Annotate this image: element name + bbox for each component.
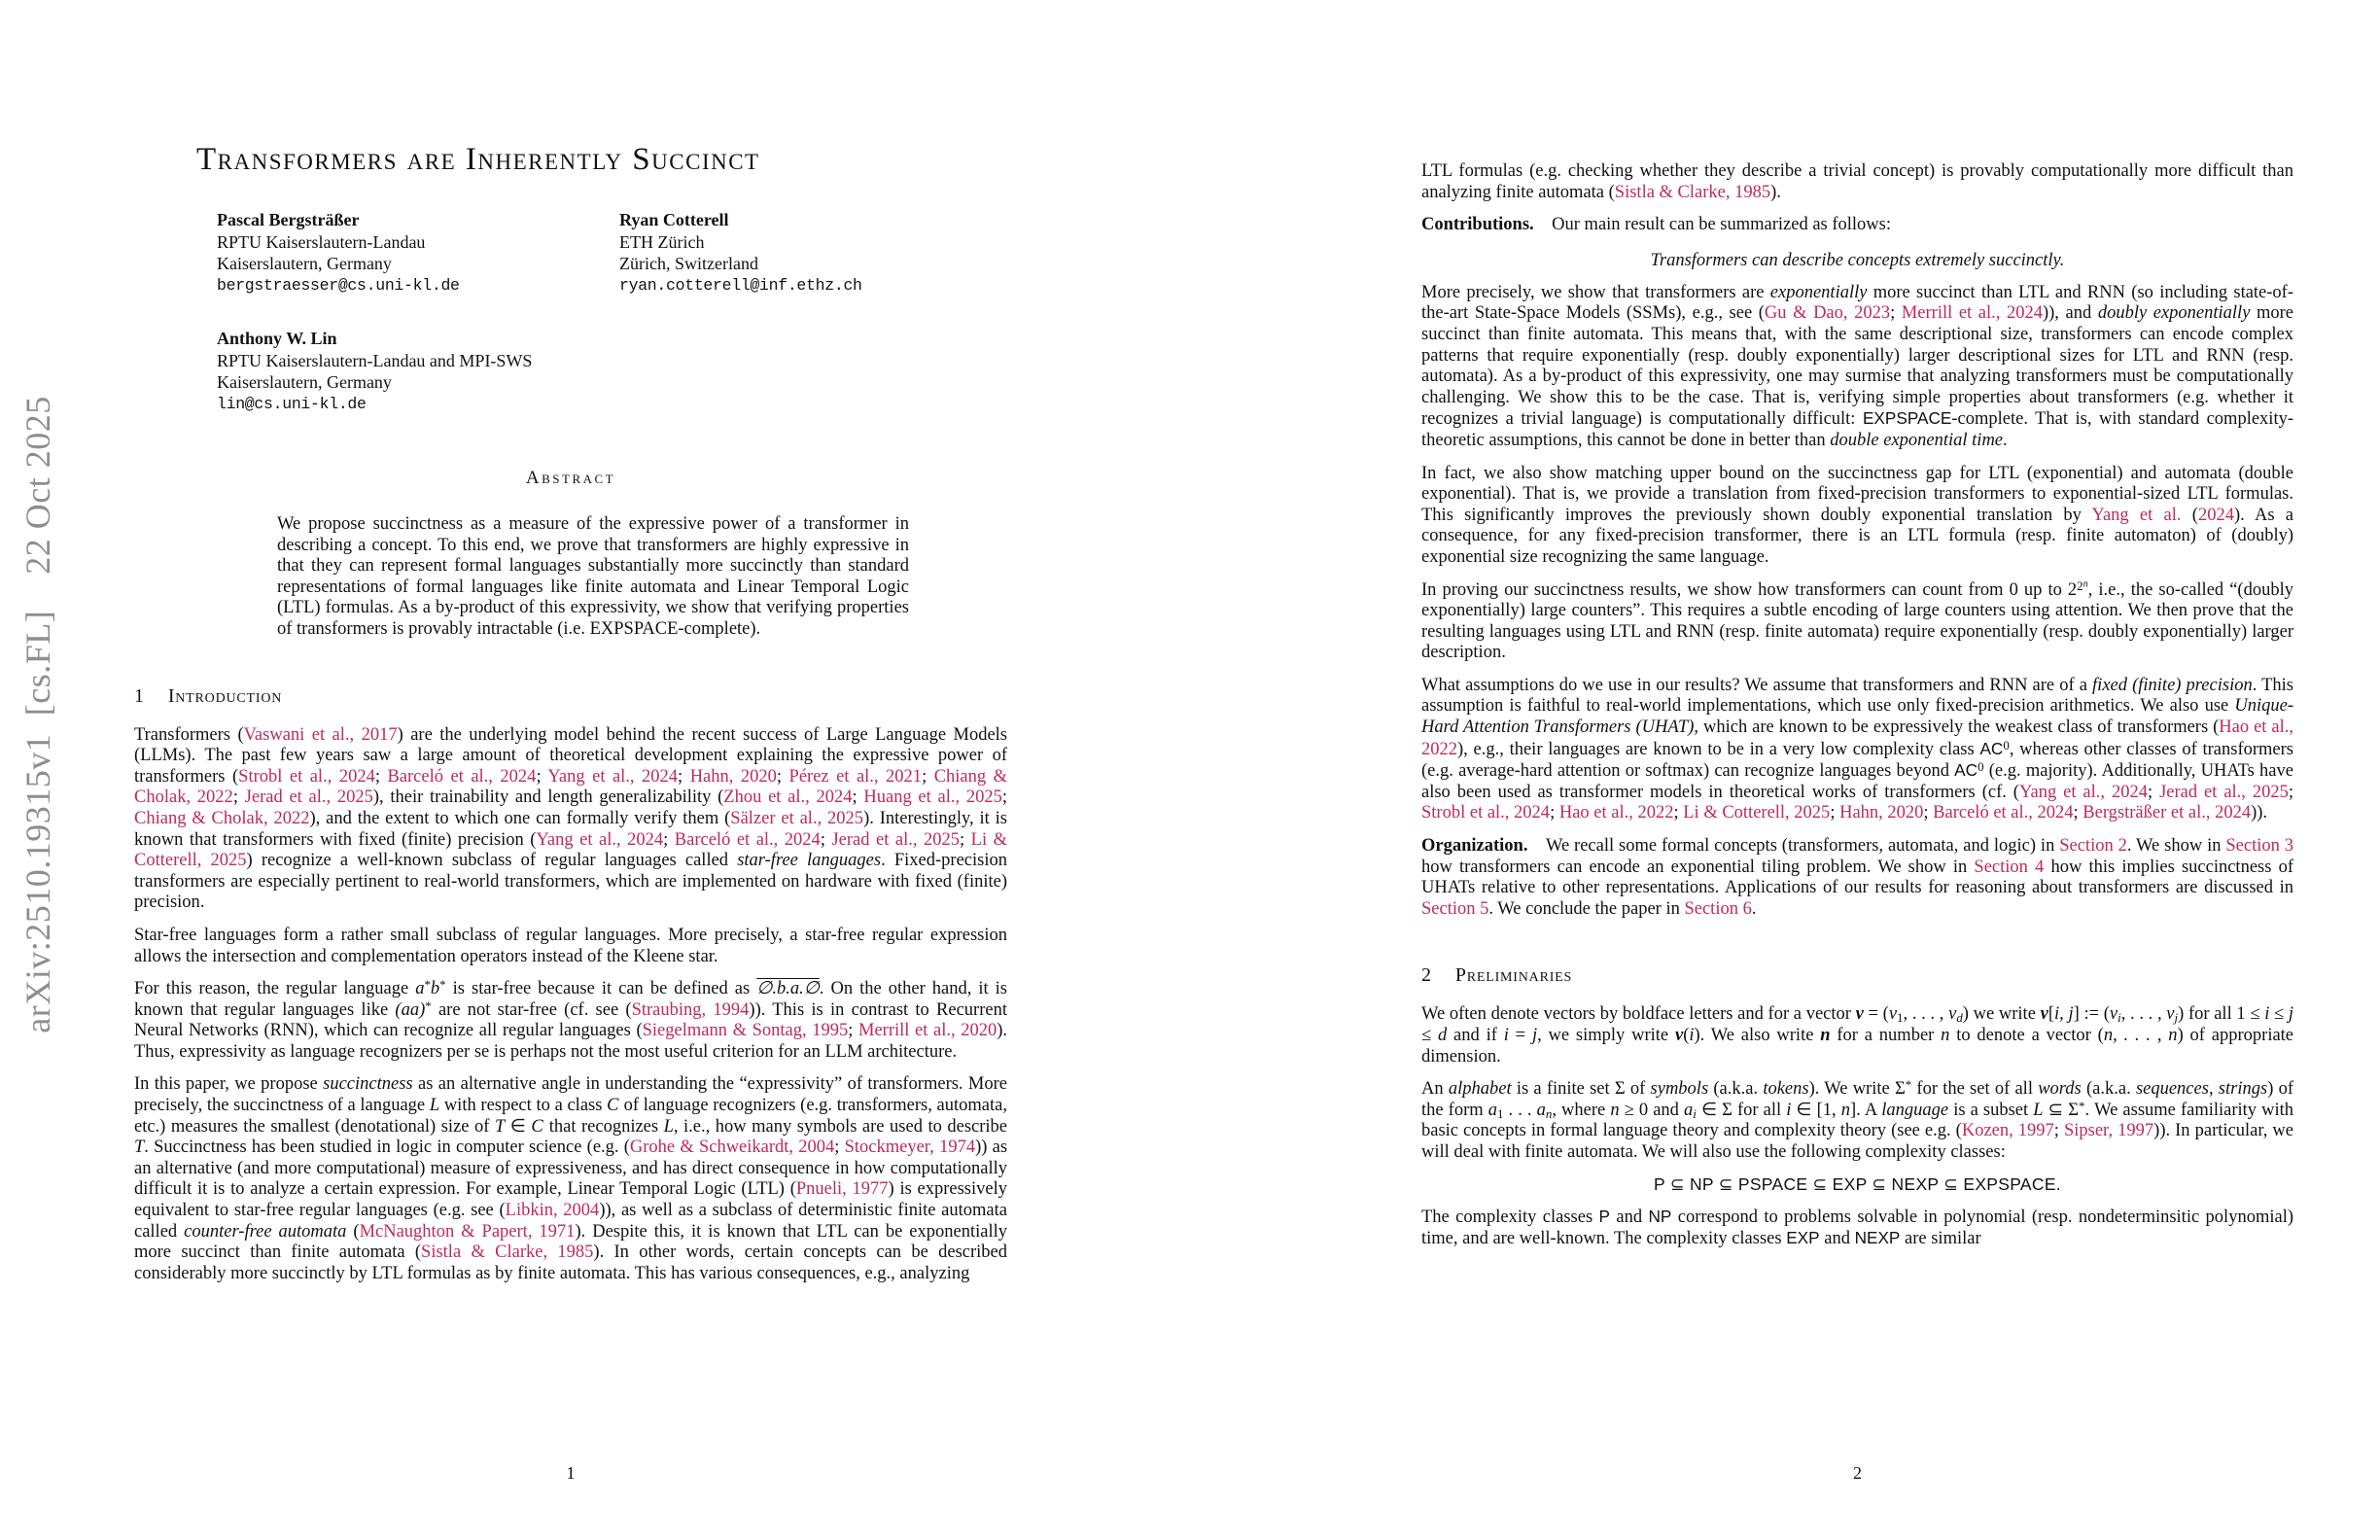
text-run: i <box>1689 1026 1695 1045</box>
text-run: ). In other words, certain concepts can be described considerably more succinctly by LTL formulas as by finite automata. This has various consequences, e.g., analyzing <box>134 1242 1007 1283</box>
text-run: ; <box>922 766 934 787</box>
complexity-classes-formula: P ⊆ NP ⊆ PSPACE ⊆ EXP ⊆ NEXP ⊆ EXPSPACE. <box>1654 1173 2061 1194</box>
text-run: C <box>607 1096 619 1116</box>
text-run: ) recognize a well-known subclass of regular languages called <box>246 851 738 871</box>
citation-link[interactable]: Yang et al., 2024 <box>2018 782 2148 802</box>
text-run: , i.e., the so-called “(doubly exponentially) large counters”. This requires a subtle encoding of large counters using attention. We then prove that the resulting languages using LTL and RNN (resp. finite automata) require exponentially (resp. doubly exponentially) larger description. <box>1421 579 2293 663</box>
text-run: )), as well as a subclass of deterministic finite automata called <box>134 1201 1007 1242</box>
text-run: tokens <box>1763 1079 1809 1100</box>
text-run: ). As a consequence, for any fixed-precision transformer, there is an LTL formula (resp. finite automaton) of (doubly) exponential size recognizing the same language. <box>1421 505 2293 567</box>
text-run: 0 <box>2003 737 2010 752</box>
text-run: . <box>1751 898 1757 919</box>
text-run: LTL formulas (e.g. checking whether they describe a trivial concept) is provably computationally more difficult than analyzing finite automata ( <box>1421 161 2293 202</box>
paragraph <box>134 1074 1007 1284</box>
text-run: ). Interestingly, it is known that transformers with fixed (finite) precision ( <box>134 808 1007 850</box>
text-run: (aa) <box>395 999 426 1020</box>
text-run: , whereas other classes of transformers (e.g. average-hard attention or softmax) can recognize languages beyond <box>1421 739 2293 782</box>
text-run: as an alternative angle in understanding the “expressivity” of transformers. More precisely, the succinctness of a language <box>134 1074 1007 1116</box>
section-link[interactable]: Section 5 <box>1421 898 1489 919</box>
text-run: v <box>1855 1004 1864 1025</box>
text-run: Organization. <box>1421 836 1528 857</box>
text-run: and <box>1819 1229 1855 1249</box>
text-run: i <box>2118 1010 2121 1026</box>
text-run: is a subset <box>1948 1100 2034 1120</box>
text-run: )). <box>2251 803 2268 823</box>
author-email: ryan.cotterell@inf.ethz.ch <box>619 275 862 295</box>
text-run: a <box>1684 1100 1694 1120</box>
author-card <box>619 209 1007 297</box>
text-run: ≤ <box>1421 1026 1438 1045</box>
text-run: L <box>429 1096 440 1116</box>
text-run: C <box>531 1116 544 1137</box>
text-run: EXPSPACE <box>1862 408 1952 429</box>
text-run: n, . . . , n <box>2103 1026 2178 1045</box>
text-run: , i.e., how many symbols are used to describe <box>673 1116 1007 1137</box>
text-run: T <box>494 1116 506 1137</box>
text-run: ∈ [1, <box>1791 1100 1841 1120</box>
author-card <box>217 209 619 297</box>
citation-link[interactable]: Chiang & Cholak, 2022 <box>134 766 1008 808</box>
paragraph <box>134 725 1007 914</box>
citation-link[interactable]: Jerad et al., 2025 <box>2159 782 2289 802</box>
paragraph <box>1421 580 2293 664</box>
text-run: ) of appropriate dimension. <box>1421 1026 2294 1067</box>
paragraph <box>1421 1207 2293 1250</box>
text-run: succinctness <box>323 1074 413 1095</box>
citation-link[interactable]: Barceló et al., 2024 <box>674 829 821 850</box>
text-run: The complexity classes <box>1421 1207 1599 1227</box>
text-run: ; <box>1890 303 1902 324</box>
text-run: more succinct than finite automata. This means that, with the same descriptional size, transformers can encode complex patterns that require exponentially (resp. doubly exponentially) larger descriptional sizes for LTL and RNN (resp. automata). As a by-product of this expressivity, one may surmise that analyzing transformers must be computationally challenging. We show this to be the case. That is, verifying simple properties about transformers (e.g. whether it recognizes a trivial language) is computationally difficult: <box>1421 303 2294 430</box>
text-run: Star-free languages form a rather small subclass of regular languages. More precisely, a star-free regular expression allows the intersection and complementation operators instead of the Kleene star. <box>134 925 1007 966</box>
text-run: AC <box>1954 760 1978 781</box>
text-run: i <box>1503 1026 1509 1045</box>
text-run: b <box>430 979 440 999</box>
text-run: )). This is in contrast to Recurrent Neural Networks (RNN), which can recognize all regular languages ( <box>134 999 1007 1041</box>
text-run: )). In particular, we will deal with finite automata. We will also use the following complexity classes: <box>1421 1121 2293 1162</box>
text-run: d <box>1956 1010 1963 1026</box>
citation-link[interactable]: 2024 <box>2197 505 2234 525</box>
section-link[interactable]: Section 6 <box>1684 898 1752 919</box>
text-run: j <box>1531 1026 1538 1045</box>
author-affiliation: RPTU Kaiserslautern-Landau <box>217 231 426 252</box>
section-heading-preliminaries <box>1421 964 2293 987</box>
text-run: v <box>2166 1004 2175 1025</box>
text-run: are similar <box>1900 1229 1981 1249</box>
text-run: i <box>1693 1106 1697 1122</box>
text-run: for a number <box>1830 1026 1942 1045</box>
abstract-heading: Abstract <box>525 468 616 488</box>
text-run: ]. A <box>1850 1100 1882 1120</box>
text-run: n <box>2082 578 2088 589</box>
text-run: Contributions. <box>1421 215 1534 235</box>
text-run: . Fixed-precision transformers are especially pertinent to real-world transformers, which are implemented on hardware with fixed (finite) precision. <box>134 851 1007 913</box>
text-run: Our main result can be summarized as follows: <box>1533 215 1891 235</box>
text-run: ; <box>1923 803 1934 823</box>
text-run: ( <box>2181 505 2198 525</box>
author-location: Kaiserslautern, Germany <box>217 372 392 392</box>
author-email: lin@cs.uni-kl.de <box>217 394 367 413</box>
text-run: counter-free automata <box>184 1221 347 1242</box>
text-run: For this reason, the regular language <box>134 979 416 999</box>
text-run: ; <box>536 766 548 787</box>
section-number: 2 <box>1421 964 1432 987</box>
text-run: (e.g. majority). Additionally, UHATs have also been used as transformer models in theoretical works of transformers (cf. ( <box>1421 761 2293 802</box>
text-run: 1 <box>1897 1010 1904 1026</box>
paragraph <box>1421 1079 2293 1163</box>
text-run: ), e.g., their languages are known to be in a very low complexity class <box>1457 739 1980 759</box>
text-run: is a finite set Σ of <box>1511 1079 1651 1100</box>
text-run: ) are the underlying model behind the recent success of Large Language Models (LLMs). The past few years saw a large amount of theoretical development explaining the expressive power of transformers ( <box>134 724 1007 787</box>
citation-link[interactable]: Hao et al., 2022 <box>1558 803 1674 823</box>
citation-link[interactable]: Grohe & Schweikardt, 2004 <box>629 1138 835 1158</box>
text-run: ) for all 1 ≤ <box>2178 1004 2265 1025</box>
text-run: ≥ 0 and <box>1619 1100 1685 1120</box>
citation-link[interactable]: Stockmeyer, 1974 <box>844 1138 976 1158</box>
text-run: ; <box>848 1021 858 1041</box>
text-run: double exponential time <box>1830 430 2004 450</box>
text-run: ] := ( <box>2073 1004 2110 1025</box>
text-run: sequences <box>2135 1079 2209 1100</box>
text-run: Transformers ( <box>134 724 244 745</box>
paragraph <box>134 976 1008 1063</box>
page-number: 2 <box>1853 1463 1862 1483</box>
citation-link[interactable]: Straubing, 1994 <box>631 999 750 1020</box>
text-run: a <box>415 979 425 999</box>
author-name: Ryan Cotterell <box>619 210 729 229</box>
text-run: [ <box>2048 1004 2054 1025</box>
author-name: Pascal Bergsträßer <box>217 210 360 229</box>
contributions-paragraph <box>1421 215 2293 236</box>
text-run: ) is expressively equivalent to star-free regular languages (e.g. see ( <box>134 1179 1007 1221</box>
text-run: symbols <box>1650 1079 1709 1100</box>
text-run: NEXP <box>1854 1228 1901 1248</box>
citation-link[interactable]: Pérez et al., 2021 <box>788 766 923 787</box>
text-run: is star-free because it can be defined as <box>445 979 757 999</box>
citation-link[interactable]: Sistla & Clarke, 1985 <box>1614 182 1771 202</box>
citation-link[interactable]: Barceló et al., 2024 <box>387 766 537 787</box>
text-run: , where <box>1552 1100 1611 1120</box>
text-run: and if <box>1447 1026 1504 1045</box>
text-run: Unique-Hard Attention Transformers (UHAT) <box>1421 696 2293 738</box>
text-run: . We assume familiarity with basic concepts in formal language theory and complexity theory (see e.g. ( <box>1421 1100 2294 1141</box>
text-run: (a.k.a. <box>1708 1079 1764 1100</box>
citation-link[interactable]: Libkin, 2004 <box>505 1201 600 1221</box>
text-run: , which are known to be expressively the weakest class of transformers ( <box>1694 718 2220 738</box>
citation-link[interactable]: Sälzer et al., 2025 <box>730 808 864 828</box>
abstract-text: We propose succinctness as a measure of the expressive power of a transformer in describing a concept. To this end, we prove that transformers are highly expressive in that they can represent formal languages substantially more succinctly than standard representations of formal languages like finite automata and Linear Temporal Logic (LTL) formulas. As a by-product of this expressivity, we show that verifying properties of transformers is provably intractable (i.e. EXPSPACE-complete). <box>277 514 909 639</box>
text-run: 2 <box>2077 578 2083 593</box>
text-run: ) of the form <box>1421 1079 2293 1120</box>
citation-link[interactable]: Strobl et al., 2024 <box>1421 803 1551 823</box>
text-run: ). We also write <box>1694 1026 1821 1045</box>
text-run: )), and <box>2042 303 2098 324</box>
text-run: . This assumption is faithful to real-world implementations, which use only fixed-precision arithmetics. We also use <box>1421 675 2293 717</box>
text-run: to denote a vector ( <box>1949 1026 2104 1045</box>
text-run: ; <box>1830 803 1840 823</box>
section-link[interactable]: Section 3 <box>2225 836 2294 857</box>
text-run: (a.k.a. <box>2081 1079 2136 1100</box>
text-run: n <box>1820 1026 1831 1045</box>
text-run: are not star-free (cf. see ( <box>431 999 632 1020</box>
citation-link[interactable]: Huang et al., 2025 <box>863 788 1002 808</box>
text-run: ; <box>1001 788 1007 808</box>
text-run: ). Despite this, it is known that LTL can be exponentially more succinct than finite automata ( <box>134 1221 1007 1263</box>
section-heading-introduction <box>134 685 1007 708</box>
author-block <box>217 209 1007 415</box>
text-run: ; <box>820 829 832 850</box>
text-run: , we simply write <box>1537 1026 1675 1045</box>
author-affiliation: ETH Zürich <box>619 231 705 252</box>
text-run: for the set of all <box>1911 1079 2039 1100</box>
text-run: n <box>1610 1100 1620 1120</box>
text-run: * <box>424 976 431 992</box>
text-run: ; <box>2053 1121 2064 1141</box>
text-run: ; <box>852 788 864 808</box>
text-run: 1 <box>1496 1106 1504 1122</box>
text-run: v <box>1948 1004 1957 1025</box>
text-run: how transformers can encode an exponential tiling problem. We show in <box>1421 857 1975 877</box>
text-run: . We conclude the paper in <box>1488 898 1685 919</box>
text-run: . . . <box>1503 1100 1537 1120</box>
paragraph <box>134 926 1007 967</box>
paragraph <box>1421 464 2293 569</box>
paragraph <box>1421 161 2293 203</box>
text-run: ∅.b.a.∅ <box>756 979 820 999</box>
text-run: We recall some formal concepts (transformers, automata, and logic) in <box>1527 836 2060 857</box>
author-name: Anthony W. Lin <box>217 329 337 348</box>
citation-link[interactable]: Bergsträßer et al., 2024 <box>2082 803 2252 823</box>
citation-link[interactable]: Strobl et al., 2024 <box>238 766 375 787</box>
text-run: ∈ <box>505 1116 532 1137</box>
citation-link[interactable]: McNaughton & Papert, 1971 <box>359 1221 576 1242</box>
text-run: words <box>2038 1079 2082 1100</box>
text-run: = ( <box>1863 1004 1889 1025</box>
text-run: with respect to a class <box>439 1096 608 1116</box>
text-run: * <box>2078 1098 2085 1113</box>
text-run: a <box>1536 1100 1546 1120</box>
text-run: ; <box>678 766 690 787</box>
text-run: * <box>439 976 446 992</box>
text-run: NP <box>1648 1206 1672 1226</box>
text-run: ), and the extent to which one can formally verify them ( <box>309 808 731 828</box>
citation-link[interactable]: Pnueli, 1977 <box>795 1179 889 1200</box>
text-run: ; <box>1550 803 1559 823</box>
text-run: ), their trainability and length generalizability ( <box>372 788 724 808</box>
citation-link[interactable]: Barceló et al., 2024 <box>1933 803 2074 823</box>
text-run: star-free languages <box>737 851 882 871</box>
citation-link[interactable]: Li & Cotterell, 2025 <box>1683 803 1831 823</box>
text-run: more succinct than LTL and RNN (so including state-of-the-art State-Space Models (SSMs), e.g., see ( <box>1421 282 2294 324</box>
text-run: = <box>1508 1026 1532 1045</box>
text-run: What assumptions do we use in our results? We assume that transformers and RNN are of a <box>1421 675 2093 695</box>
text-run: T <box>134 1138 145 1158</box>
author-card <box>217 328 619 415</box>
text-run: of language recognizers (e.g. transformers, automata, etc.) measures the smallest (denotational) size of <box>134 1096 1007 1137</box>
text-run: . On the other hand, it is known that regular languages like <box>134 979 1007 1020</box>
text-run: ; <box>2073 803 2083 823</box>
author-email: bergstraesser@cs.uni-kl.de <box>217 275 460 295</box>
citation-link[interactable]: Merrill et al., 2024 <box>1901 303 2043 324</box>
text-run: v <box>1674 1026 1684 1045</box>
text-run: language <box>1881 1100 1949 1120</box>
text-run: ). Thus, expressivity as language recognizers per se is perhaps not the most useful criterion for an LLM architecture. <box>134 1021 1008 1062</box>
citation-link[interactable]: Yang et al., 2024 <box>536 829 664 850</box>
text-run: * <box>425 998 432 1013</box>
text-run: EXP <box>1786 1228 1820 1248</box>
citation-link[interactable]: Jerad et al., 2025 <box>831 829 960 850</box>
text-run: i, j <box>2053 1004 2074 1025</box>
page-1 <box>134 0 1007 1540</box>
author-location: Zürich, Switzerland <box>619 254 758 273</box>
section-link[interactable]: Section 4 <box>1974 857 2045 877</box>
author-location: Kaiserslautern, Germany <box>217 254 392 273</box>
text-run: ). We write Σ <box>1808 1079 1906 1100</box>
text-run: . We show in <box>2126 836 2226 857</box>
text-run: * <box>1905 1077 1912 1093</box>
text-run: j <box>2174 1010 2179 1026</box>
citation-link[interactable]: Vaswani et al., 2017 <box>243 724 398 745</box>
text-run: AC <box>1979 738 2004 758</box>
citation-link[interactable]: Hao et al., 2022 <box>1421 718 2293 759</box>
text-run: ⊆ Σ <box>2043 1100 2079 1120</box>
text-run: i <box>2264 1004 2270 1025</box>
citation-link[interactable]: Merrill et al., 2020 <box>858 1021 998 1041</box>
text-run: More precisely, we show that transformers are <box>1421 282 1770 302</box>
text-run: d <box>1437 1026 1448 1045</box>
text-run: L <box>663 1116 674 1137</box>
text-run: P <box>1598 1206 1610 1226</box>
text-run: . <box>2003 430 2008 450</box>
author-affiliation: RPTU Kaiserslautern-Landau and MPI-SWS <box>217 350 533 370</box>
text-run: ). <box>1770 182 1781 202</box>
text-run: ( <box>346 1221 360 1242</box>
text-run: n <box>1545 1106 1553 1122</box>
text-run: In proving our succinctness results, we show how transformers can count from 0 up to 2 <box>1421 579 2078 600</box>
text-run: ; <box>776 766 789 787</box>
main-claim: Transformers can describe concepts extremely succinctly. <box>1650 250 2065 270</box>
text-run: doubly exponentially <box>2097 303 2251 324</box>
citation-link[interactable]: Gu & Dao, 2023 <box>1764 303 1891 324</box>
section-title: Preliminaries <box>1454 964 1573 987</box>
text-run: An <box>1421 1079 1449 1100</box>
text-run: a <box>1488 1100 1497 1120</box>
text-run: , . . . , <box>1903 1004 1949 1025</box>
text-run: v <box>2040 1004 2048 1025</box>
text-run: We often denote vectors by boldface letters and for a vector <box>1421 1004 1856 1025</box>
text-run: ; <box>374 766 388 787</box>
text-run: correspond to problems solvable in polynomial (resp. nondeterminsitic polynomial) time, and are well-known. The complexity classes <box>1421 1207 2293 1249</box>
text-run: ; <box>663 829 675 850</box>
text-run: exponentially <box>1769 282 1868 302</box>
text-run: ; <box>232 788 245 808</box>
text-run: ≤ <box>2269 1004 2289 1025</box>
citation-link[interactable]: Hahn, 2020 <box>689 766 777 787</box>
text-run: , . . . , <box>2120 1004 2167 1025</box>
citation-link[interactable]: Chiang & Cholak, 2022 <box>134 808 310 828</box>
text-run: ; <box>2288 782 2294 802</box>
text-run: . Succinctness has been studied in logic in computer science (e.g. ( <box>144 1138 630 1158</box>
citation-link[interactable]: Siegelmann & Sontag, 1995 <box>642 1021 849 1041</box>
text-run: ; <box>834 1138 845 1158</box>
text-run: 0 <box>1978 759 1984 775</box>
citation-link[interactable]: Kozen, 1997 <box>1961 1121 2054 1141</box>
text-run: )) as an alternative (and more computational) measure of expressiveness, and has direct consequence in how computationally difficult it is to analyze a certain expression. For example, Linear Temporal Logic (LTL) ( <box>134 1138 1008 1200</box>
text-run: v <box>1888 1004 1898 1025</box>
text-run: ; <box>2147 782 2160 802</box>
citation-link[interactable]: Yang et al. <box>2091 505 2182 525</box>
paragraph <box>1421 283 2293 452</box>
text-run: j <box>2288 1004 2294 1025</box>
text-run: -complete. That is, with standard complexity-theoretic assumptions, this cannot be done in better than <box>1421 409 2293 450</box>
text-run: strings <box>2218 1079 2268 1100</box>
citation-link[interactable]: Li & Cotterell, 2025 <box>134 829 1007 871</box>
citation-link[interactable]: Sipser, 1997 <box>2063 1121 2154 1141</box>
section-number: 1 <box>134 684 145 707</box>
paper-title: Transformers are Inherently Succinct <box>196 142 760 177</box>
text-run: In fact, we also show matching upper bound on the succinctness gap for LTL (exponential) and automata (double exponential). That is, we provide a translation from fixed-precision transformers to exponential-sized LTL formulas. This significantly improves the previously shown doubly exponential translation by <box>1421 463 2293 525</box>
paragraph <box>1421 676 2293 824</box>
citation-link[interactable]: Sistla & Clarke, 1985 <box>421 1242 594 1263</box>
text-run: ; <box>960 829 971 850</box>
text-run: i <box>1786 1100 1792 1120</box>
text-run: , <box>2208 1079 2219 1100</box>
page-number: 1 <box>566 1463 576 1483</box>
citation-link[interactable]: Hahn, 2020 <box>1839 803 1924 823</box>
citation-link[interactable]: Yang et al., 2024 <box>547 766 679 787</box>
organization-paragraph <box>1421 836 2293 920</box>
text-run: v <box>2109 1004 2118 1025</box>
citation-link[interactable]: Zhou et al., 2024 <box>723 788 853 808</box>
section-title: Introduction <box>167 684 283 707</box>
text-run: ∈ Σ for all <box>1696 1100 1787 1120</box>
text-run: ( <box>1683 1026 1690 1045</box>
text-run: that recognizes <box>543 1116 664 1137</box>
text-run: how this implies succinctness of UHATs relative to other representations. Applications of our results for reasoning about transformers are discussed in <box>1421 857 2293 898</box>
page-2 <box>1421 0 2293 1540</box>
text-run: ) we write <box>1962 1004 2041 1025</box>
text-run: n <box>1941 1026 1950 1045</box>
text-run: In this paper, we propose <box>134 1074 324 1095</box>
text-run: alphabet <box>1448 1079 1512 1100</box>
text-run: ; <box>1673 803 1684 823</box>
text-run: n <box>1840 1100 1850 1120</box>
text-run: fixed (finite) precision <box>2092 675 2253 695</box>
text-run: L <box>2033 1100 2044 1120</box>
arxiv-watermark: arXiv:2510.19315v1 [cs.FL] 22 Oct 2025 <box>18 396 57 1033</box>
text-run: and <box>1610 1207 1649 1227</box>
citation-link[interactable]: Jerad et al., 2025 <box>244 788 373 808</box>
section-link[interactable]: Section 2 <box>2059 836 2127 857</box>
paragraph <box>1421 1004 2293 1068</box>
